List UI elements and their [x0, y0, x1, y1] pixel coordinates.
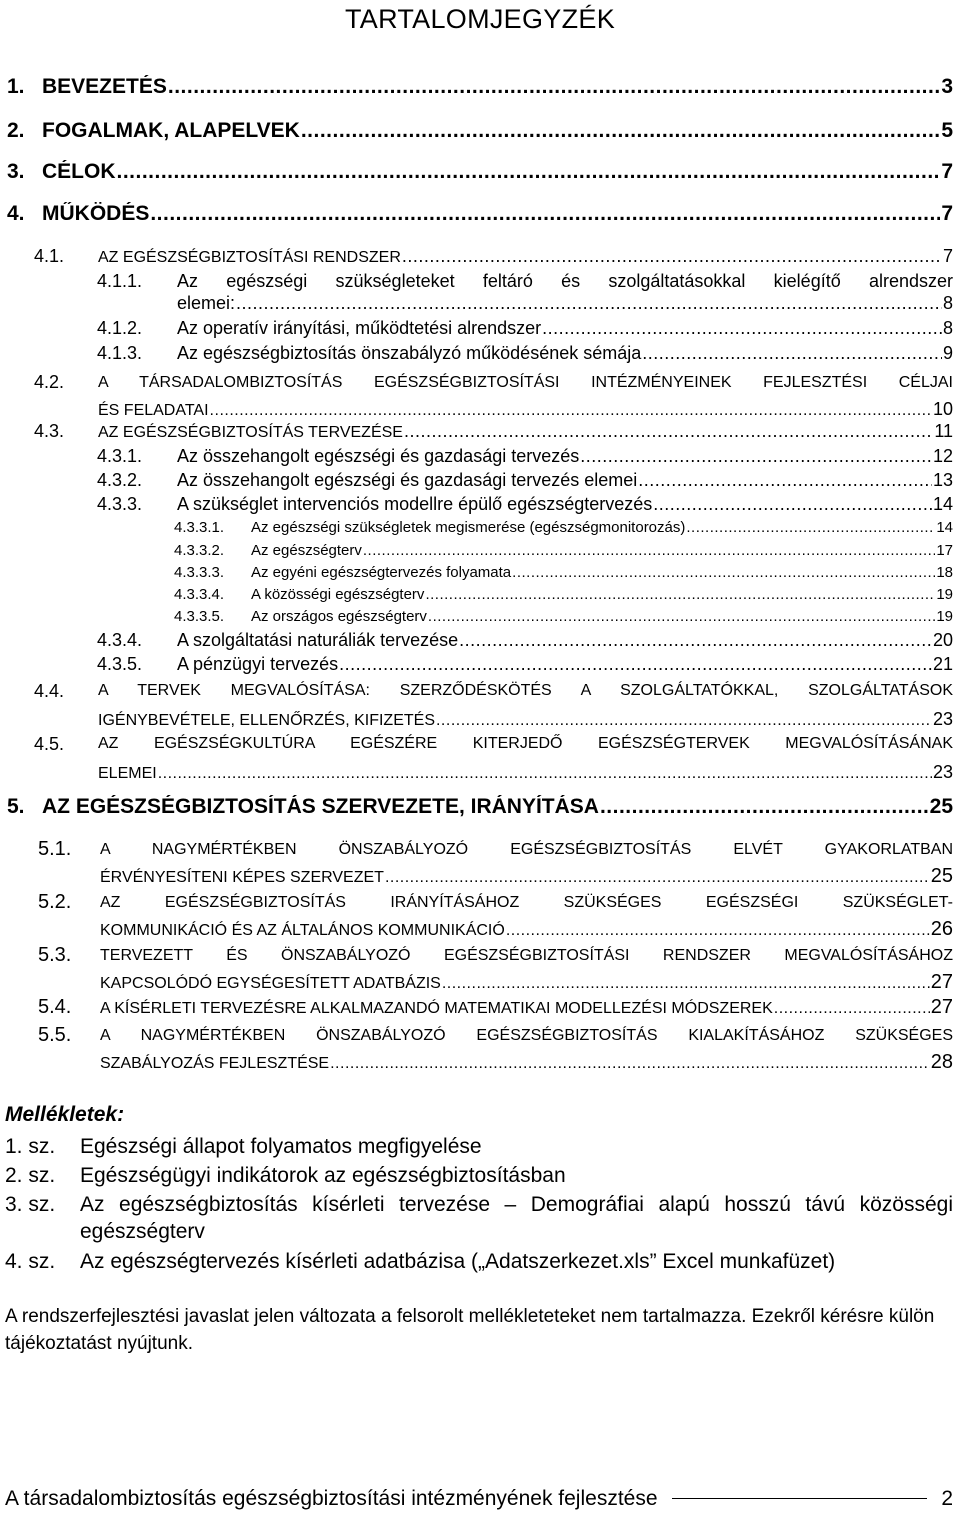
toc-entry-5-2[interactable] — [38, 889, 953, 944]
toc-label: AZ EGÉSZSÉGBIZTOSÍTÁS SZERVEZETE, IRÁNYÍTÁSA — [42, 795, 599, 818]
toc-number: 4.3.4. — [97, 630, 143, 650]
toc-page-number: 17 — [936, 542, 953, 559]
toc-entry-4-3-3-3[interactable] — [174, 564, 953, 581]
dot-leader — [363, 542, 935, 559]
toc-label: A KÍSÉRLETI TERVEZÉSRE ALKALMAZANDÓ MATEMATIKAI MODELLEZÉSI MÓDSZEREK — [100, 1000, 773, 1017]
annex-item-2[interactable] — [5, 1162, 953, 1189]
toc-entry-4-1-1[interactable] — [97, 270, 953, 314]
toc-page-number: 14 — [932, 494, 953, 514]
dot-leader — [428, 608, 935, 625]
toc-label: CÉLOK — [42, 160, 116, 183]
toc-label-line1: TERVEZETT ÉS ÖNSZABÁLYOZÓ EGÉSZSÉGBIZTOSÍTÁSI RENDSZER MEGVALÓSÍTÁSÁHOZ — [100, 947, 953, 964]
toc-number: 4.3.3.4. — [174, 586, 225, 603]
toc-label-line2: IGÉNYBEVÉTELE, ELLENŐRZÉS, KIFIZETÉS — [98, 712, 435, 729]
dot-leader — [404, 421, 933, 442]
dot-leader — [150, 202, 940, 226]
dot-leader — [506, 917, 930, 944]
toc-label-line1: A TERVEK MEGVALÓSÍTÁSA: SZERZŐDÉSKÖTÉS A SZOLGÁLTATÓKKAL, SZOLGÁLTATÁSOK — [98, 682, 953, 699]
toc-page-number: 7 — [941, 160, 953, 183]
toc-page-number: 19 — [936, 608, 953, 625]
dot-leader — [210, 397, 932, 424]
dot-leader — [642, 343, 942, 364]
dot-leader — [301, 119, 940, 143]
toc-label: A pénzügyi tervezés — [177, 654, 339, 674]
dot-leader — [442, 970, 930, 997]
annexes-heading: Mellékletek: — [5, 1103, 125, 1126]
toc-label: BEVEZETÉS — [42, 75, 167, 98]
dot-leader — [774, 1000, 930, 1018]
toc-number: 5.5. — [38, 1024, 72, 1046]
toc-page-number: 3 — [941, 75, 953, 98]
toc-number: 4.3.1. — [97, 446, 143, 466]
toc-page-number: 11 — [934, 421, 953, 441]
dot-leader — [168, 75, 940, 99]
toc-number: 4.3.3.2. — [174, 542, 225, 559]
dot-leader — [402, 246, 942, 267]
toc-entry-5-1[interactable] — [38, 836, 953, 891]
toc-label-line1: Az egészségi szükségleteket feltáró és szolgáltatásokkal kielégítő alrendszer — [177, 271, 953, 291]
dot-leader — [686, 519, 935, 536]
toc-entry-4-3[interactable] — [34, 421, 953, 442]
annex-item-1[interactable] — [5, 1133, 953, 1160]
toc-entry-4-3-3[interactable] — [97, 494, 953, 515]
toc-entry-5-4[interactable] — [38, 996, 953, 1019]
toc-page-number: 25 — [930, 865, 953, 887]
note-paragraph: A rendszerfejlesztési javaslat jelen változata a felsorolt mellékleteteket nem tartalmazza. Ezekről kérésre külön tájékoztatást nyújtunk. — [5, 1306, 935, 1354]
toc-page-number: 18 — [936, 564, 953, 581]
toc-number: 4.1.2. — [97, 318, 143, 338]
toc-number: 4.3.3.1. — [174, 519, 225, 536]
toc-number: 4.3.3.5. — [174, 608, 225, 625]
toc-label-line2: ÉRVÉNYESÍTENI KÉPES SZERVEZET — [100, 869, 384, 886]
toc-number: 4. — [7, 202, 25, 225]
dot-leader — [600, 795, 929, 819]
toc-number: 4.5. — [34, 734, 65, 754]
toc-number: 4.3.2. — [97, 470, 143, 490]
toc-entry-4-5[interactable] — [34, 730, 953, 788]
toc-entry-4-3-2[interactable] — [97, 470, 953, 491]
dot-leader — [236, 292, 942, 314]
toc-label-line2: KAPCSOLÓDÓ EGYSÉGESÍTETT ADATBÁZIS — [100, 975, 441, 992]
toc-number: 4.4. — [34, 681, 65, 701]
annex-number: 3. sz. — [5, 1193, 56, 1216]
toc-label: AZ EGÉSZSÉGBIZTOSÍTÁSI RENDSZER — [98, 249, 401, 266]
toc-entry-1[interactable] — [7, 75, 953, 99]
toc-label: Az egészségterv — [251, 542, 362, 559]
toc-page-number: 8 — [942, 293, 953, 313]
toc-label: AZ EGÉSZSÉGBIZTOSÍTÁS TERVEZÉSE — [98, 424, 403, 441]
toc-label: Az egyéni egészségtervezés folyamata — [251, 564, 512, 581]
annex-number: 2. sz. — [5, 1164, 56, 1187]
toc-number: 5.3. — [38, 944, 72, 966]
footer-page-number: 2 — [941, 1487, 953, 1510]
toc-label: Az operatív irányítási, működtetési alrendszer — [177, 318, 542, 338]
toc-number: 4.2. — [34, 372, 65, 392]
toc-label: Az összehangolt egészségi és gazdasági tervezés elemei — [177, 470, 638, 490]
dot-leader — [580, 446, 932, 467]
annex-title: Az egészségbiztosítás kísérleti tervezése – Demográfiai alapú hosszú távú közösségi egészségterv — [80, 1193, 953, 1243]
toc-page-number: 13 — [932, 470, 953, 490]
toc-label-line1: AZ EGÉSZSÉGBIZTOSÍTÁS IRÁNYÍTÁSÁHOZ SZÜKSÉGES EGÉSZSÉGI SZÜKSÉGLET- — [100, 894, 953, 911]
toc-page-number: 12 — [932, 446, 953, 466]
toc-entry-4[interactable] — [7, 202, 953, 226]
toc-label: FOGALMAK, ALAPELVEK — [42, 119, 300, 142]
toc-number: 4.3.5. — [97, 654, 143, 674]
toc-entry-4-1[interactable] — [34, 246, 953, 267]
toc-label-line1: A NAGYMÉRTÉKBEN ÖNSZABÁLYOZÓ EGÉSZSÉGBIZTOSÍTÁS ELVÉT GYAKORLATBAN — [100, 841, 953, 858]
toc-page-number: 26 — [930, 918, 953, 940]
annex-title: Az egészségtervezés kísérleti adatbázisa („Adatszerkezet.xls” Excel munkafüzet) — [80, 1250, 836, 1273]
toc-page-number: 8 — [942, 318, 953, 338]
annex-title: Egészségi állapot folyamatos megfigyelése — [80, 1135, 482, 1158]
toc-entry-3[interactable] — [7, 160, 953, 184]
annex-number: 1. sz. — [5, 1135, 56, 1158]
toc-number: 5. — [7, 795, 25, 818]
toc-label-line1: A TÁRSADALOMBIZTOSÍTÁS EGÉSZSÉGBIZTOSÍTÁSI INTÉZMÉNYEINEK FEJLESZTÉSI CÉLJAI — [98, 374, 953, 391]
toc-number: 4.1.3. — [97, 343, 143, 363]
page-title: TARTALOMJEGYZÉK — [344, 4, 616, 34]
toc-page-number: 7 — [942, 246, 953, 266]
toc-label: A szükséglet intervenciós modellre épülő egészségtervezés — [177, 494, 653, 514]
toc-number: 5.2. — [38, 891, 72, 913]
toc-entry-2[interactable] — [7, 119, 953, 143]
toc-number: 1. — [7, 75, 25, 98]
dot-leader — [330, 1050, 930, 1077]
annex-item-3[interactable] — [5, 1191, 953, 1245]
toc-page-number: 27 — [930, 996, 953, 1018]
toc-page-number: 14 — [936, 519, 953, 536]
toc-label: Az egészségbiztosítás önszabályzó működésének sémája — [177, 343, 642, 363]
dot-leader — [542, 318, 942, 339]
toc-number: 2. — [7, 119, 25, 142]
toc-page-number: 28 — [930, 1051, 953, 1073]
annex-title: Egészségügyi indikátorok az egészségbiztosításban — [80, 1164, 566, 1187]
toc-number: 3. — [7, 160, 25, 183]
dot-leader — [512, 564, 935, 581]
toc-page-number: 23 — [932, 709, 953, 729]
dot-leader — [158, 760, 932, 788]
toc-page-number: 10 — [932, 399, 953, 419]
toc-label-line2: ELEMEI — [98, 765, 157, 782]
toc-entry-4-3-3-1[interactable] — [174, 519, 953, 536]
toc-page-number: 25 — [929, 795, 953, 818]
dot-leader — [459, 630, 932, 651]
toc-label: A szolgáltatási naturáliák tervezése — [177, 630, 459, 650]
toc-label-line1: A NAGYMÉRTÉKBEN ÖNSZABÁLYOZÓ EGÉSZSÉGBIZTOSÍTÁS KIALAKÍTÁSÁHOZ SZÜKSÉGES — [100, 1027, 953, 1044]
toc-label: Az egészségi szükségletek megismerése (egészségmonitorozás) — [251, 519, 686, 536]
toc-entry-4-3-3-2[interactable] — [174, 542, 953, 559]
toc-entry-4-3-3-4[interactable] — [174, 586, 953, 603]
toc-entry-4-1-3[interactable] — [97, 343, 953, 364]
toc-label-line2: KOMMUNIKÁCIÓ ÉS AZ ÁLTALÁNOS KOMMUNIKÁCIÓ — [100, 922, 505, 939]
toc-number: 4.1.1. — [97, 271, 143, 291]
toc-number: 4.1. — [34, 246, 65, 266]
toc-entry-4-3-4[interactable] — [97, 630, 953, 651]
toc-label-line2: elemei: — [177, 293, 236, 313]
toc-label-line2: ÉS FELADATAI — [98, 402, 209, 419]
toc-number: 4.3. — [34, 421, 65, 441]
page-footer — [5, 1487, 953, 1511]
dot-leader — [339, 654, 932, 675]
annex-number: 4. sz. — [5, 1250, 56, 1273]
toc-page-number: 20 — [932, 630, 953, 650]
dot-leader — [425, 586, 935, 603]
dot-leader — [653, 494, 932, 515]
toc-label-line1: AZ EGÉSZSÉGKULTÚRA EGÉSZÉRE KITERJEDŐ EGÉSZSÉGTERVEK MEGVALÓSÍTÁSÁNAK — [98, 735, 953, 752]
toc-entry-4-3-1[interactable] — [97, 446, 953, 467]
toc-page-number: 21 — [932, 654, 953, 674]
annex-item-4[interactable] — [5, 1248, 953, 1275]
toc-label: Az összehangolt egészségi és gazdasági tervezés — [177, 446, 580, 466]
toc-page-number: 5 — [941, 119, 953, 142]
toc-label: Az országos egészségterv — [251, 608, 427, 625]
toc-page-number: 9 — [942, 343, 953, 363]
toc-entry-5-3[interactable] — [38, 942, 953, 997]
toc-entry-4-2[interactable] — [34, 369, 953, 424]
toc-entry-4-3-3-5[interactable] — [174, 608, 953, 625]
toc-entry-4-3-5[interactable] — [97, 654, 953, 675]
toc-page-number: 23 — [932, 762, 953, 782]
toc-number: 4.3.3. — [97, 494, 143, 514]
toc-page-number: 27 — [930, 971, 953, 993]
dot-leader — [117, 160, 941, 184]
toc-entry-5[interactable] — [7, 795, 953, 819]
toc-page-number: 7 — [941, 202, 953, 225]
toc-label: A közösségi egészségterv — [251, 586, 425, 603]
toc-entry-4-4[interactable] — [34, 677, 953, 735]
dot-leader — [385, 864, 930, 891]
toc-number: 4.3.3.3. — [174, 564, 225, 581]
toc-label-line2: SZABÁLYOZÁS FEJLESZTÉSE — [100, 1055, 330, 1072]
toc-page-number: 19 — [936, 586, 953, 603]
toc-entry-4-1-2[interactable] — [97, 318, 953, 339]
toc-entry-5-5[interactable] — [38, 1022, 953, 1077]
footer-title: A társadalombiztosítás egészségbiztosítási intézményének fejlesztése — [5, 1487, 658, 1510]
toc-label: MŰKÖDÉS — [42, 202, 150, 225]
toc-number: 5.1. — [38, 838, 72, 860]
dot-leader — [638, 470, 932, 491]
toc-number: 5.4. — [38, 996, 72, 1018]
footer-rule — [672, 1498, 928, 1499]
